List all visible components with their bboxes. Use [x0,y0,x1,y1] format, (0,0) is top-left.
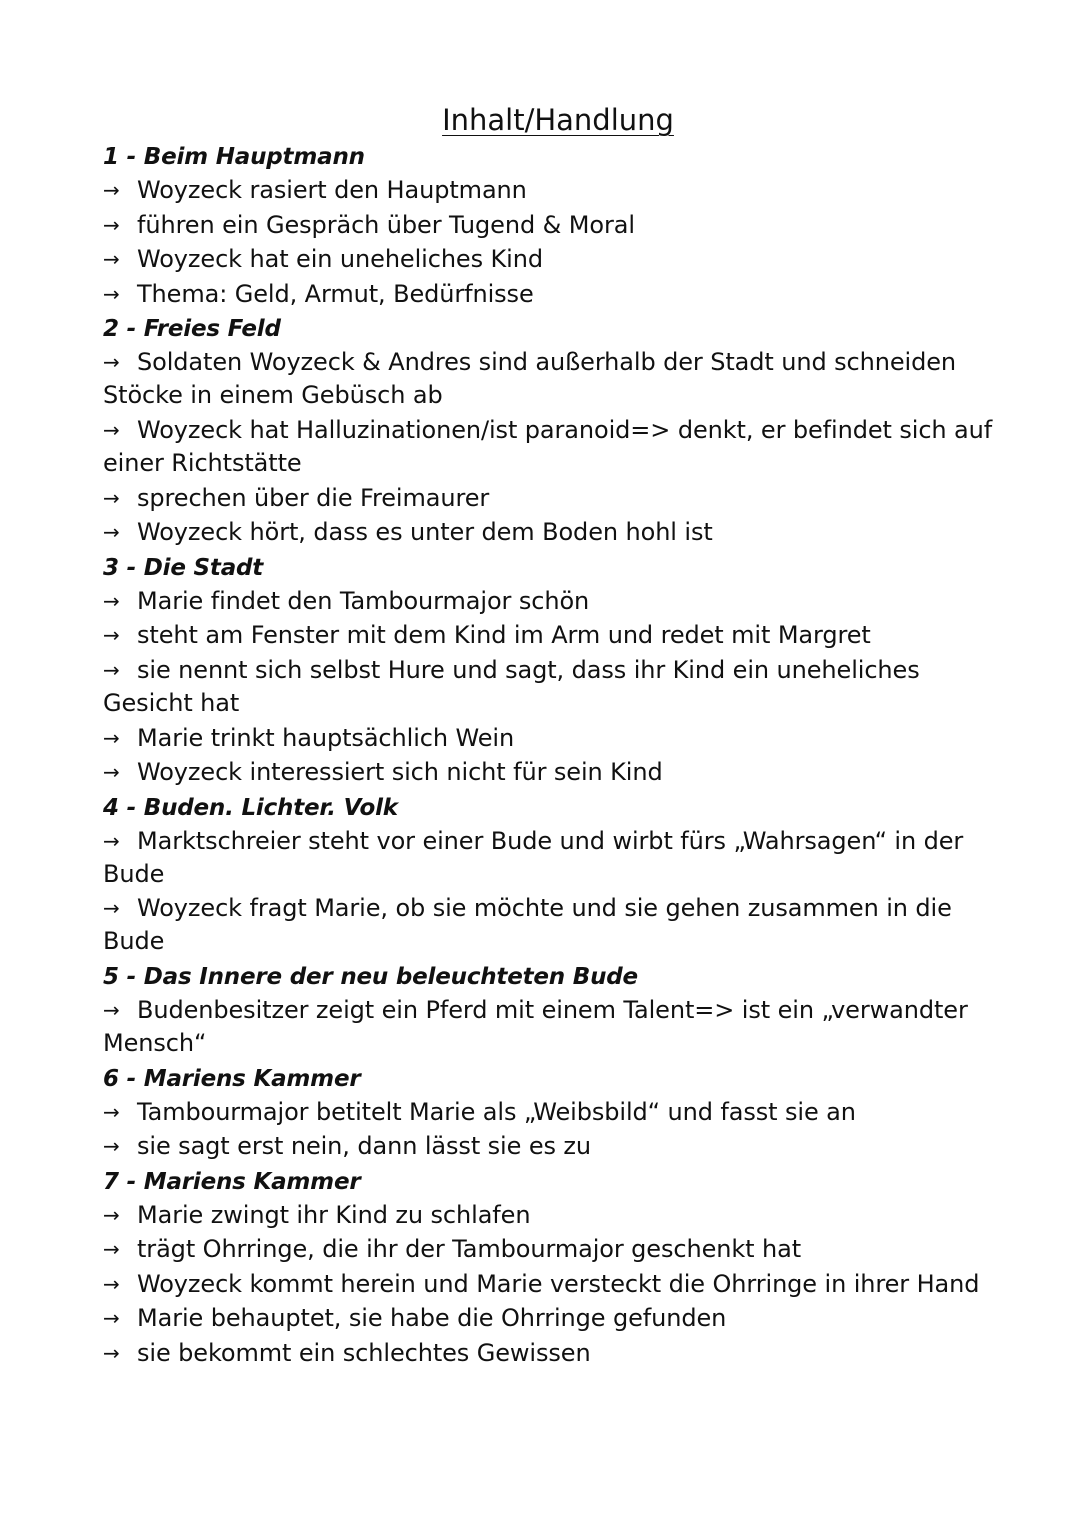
section-heading: 4 - Buden. Lichter. Volk [103,794,398,821]
list-item [103,994,1003,1060]
arrow-right-icon: → [103,1271,120,1296]
list-item-text: Budenbesitzer zeigt ein Pferd mit einem Talent=> ist ein „verwandter Mensch“ [103,995,968,1057]
list-item [103,756,1003,789]
arrow-right-icon: → [103,1099,120,1124]
arrow-right-icon: → [103,247,120,272]
arrow-right-icon: → [103,828,120,853]
arrow-right-icon: → [103,212,120,237]
list-item-text: Woyzeck hört, dass es unter dem Boden hohl ist [137,518,713,547]
arrow-right-icon: → [103,896,120,921]
arrow-right-icon: → [103,1341,120,1366]
list-item-text: Marie zwingt ihr Kind zu schlafen [137,1200,531,1229]
arrow-right-icon: → [103,1237,120,1262]
list-item [103,209,1003,242]
list-item [103,346,1003,412]
section-heading: 6 - Mariens Kammer [103,1065,361,1092]
list-item [103,414,1003,480]
arrow-right-icon: → [103,623,120,648]
list-item [103,722,1003,755]
section-1 [103,140,1003,311]
list-item [103,1130,1003,1163]
list-item [103,278,1003,311]
list-item [103,585,1003,618]
document-page [103,100,1003,1372]
arrow-right-icon: → [103,760,120,785]
list-item-text: Woyzeck fragt Marie, ob sie möchte und sie gehen zusammen in die Bude [103,894,952,956]
list-item-text: Marktschreier steht vor einer Bude und wirbt fürs „Wahrsagen“ in der Bude [103,826,964,888]
section-5 [103,960,1003,1060]
section-6 [103,1062,1003,1164]
list-item-text: steht am Fenster mit dem Kind im Arm und redet mit Margret [137,621,871,650]
section-heading: 3 - Die Stadt [103,554,264,581]
sections-container [103,140,1003,1370]
section-heading: 2 - Freies Feld [103,316,281,343]
list-item-text: sie sagt erst nein, dann lässt sie es zu [137,1132,592,1161]
section-4 [103,791,1003,959]
arrow-right-icon: → [103,1306,120,1331]
arrow-right-icon: → [103,417,120,442]
list-item [103,1268,1003,1301]
arrow-right-icon: → [103,520,120,545]
list-item [103,516,1003,549]
list-item-text: sie bekommt ein schlechtes Gewissen [137,1339,591,1368]
list-item [103,1096,1003,1129]
section-7 [103,1165,1003,1370]
page-title: Inhalt/Handlung [442,103,674,137]
section-heading: 5 - Das Innere der neu beleuchteten Bude [103,963,638,990]
list-item-text: Marie behauptet, sie habe die Ohrringe gefunden [137,1304,727,1333]
arrow-right-icon: → [103,281,120,306]
list-item [103,654,1003,720]
list-item-text: führen ein Gespräch über Tugend & Moral [137,210,635,239]
list-item-text: Woyzeck kommt herein und Marie versteckt die Ohrringe in ihrer Hand [137,1269,980,1298]
arrow-right-icon: → [103,997,120,1022]
arrow-right-icon: → [103,485,120,510]
section-2 [103,312,1003,549]
list-item [103,1233,1003,1266]
list-item [103,825,1003,891]
list-item-text: Marie findet den Tambourmajor schön [137,586,590,615]
list-item-text: Soldaten Woyzeck & Andres sind außerhalb der Stadt und schneiden Stöcke in einem Gebüsch ab [103,348,956,410]
list-item [103,1199,1003,1232]
list-item-text: sie nennt sich selbst Hure und sagt, dass ihr Kind ein uneheliches Gesicht hat [103,655,920,717]
list-item [103,1337,1003,1370]
list-item-text: Marie trinkt hauptsächlich Wein [137,723,515,752]
list-item-text: sprechen über die Freimaurer [137,483,490,512]
section-heading: 7 - Mariens Kammer [103,1168,361,1195]
list-item-text: Thema: Geld, Armut, Bedürfnisse [137,279,534,308]
arrow-right-icon: → [103,588,120,613]
arrow-right-icon: → [103,725,120,750]
list-item-text: Woyzeck hat Halluzinationen/ist paranoid=> denkt, er befindet sich auf einer Richtstätte [103,415,993,477]
list-item [103,482,1003,515]
arrow-right-icon: → [103,178,120,202]
section-heading: 1 - Beim Hauptmann [103,144,365,170]
list-item [103,174,1003,207]
list-item-text: trägt Ohrringe, die ihr der Tambourmajor geschenkt hat [137,1235,802,1264]
list-item [103,619,1003,652]
arrow-right-icon: → [103,1202,120,1227]
list-item-text: Tambourmajor betitelt Marie als „Weibsbild“ und fasst sie an [137,1097,856,1126]
list-item [103,1302,1003,1335]
list-item-text: Woyzeck rasiert den Hauptmann [137,176,527,204]
list-item [103,243,1003,276]
arrow-right-icon: → [103,1134,120,1159]
arrow-right-icon: → [103,657,120,682]
list-item-text: Woyzeck hat ein uneheliches Kind [137,245,543,274]
section-3 [103,551,1003,789]
list-item-text: Woyzeck interessiert sich nicht für sein Kind [137,758,663,787]
arrow-right-icon: → [103,350,120,375]
list-item [103,892,1003,958]
